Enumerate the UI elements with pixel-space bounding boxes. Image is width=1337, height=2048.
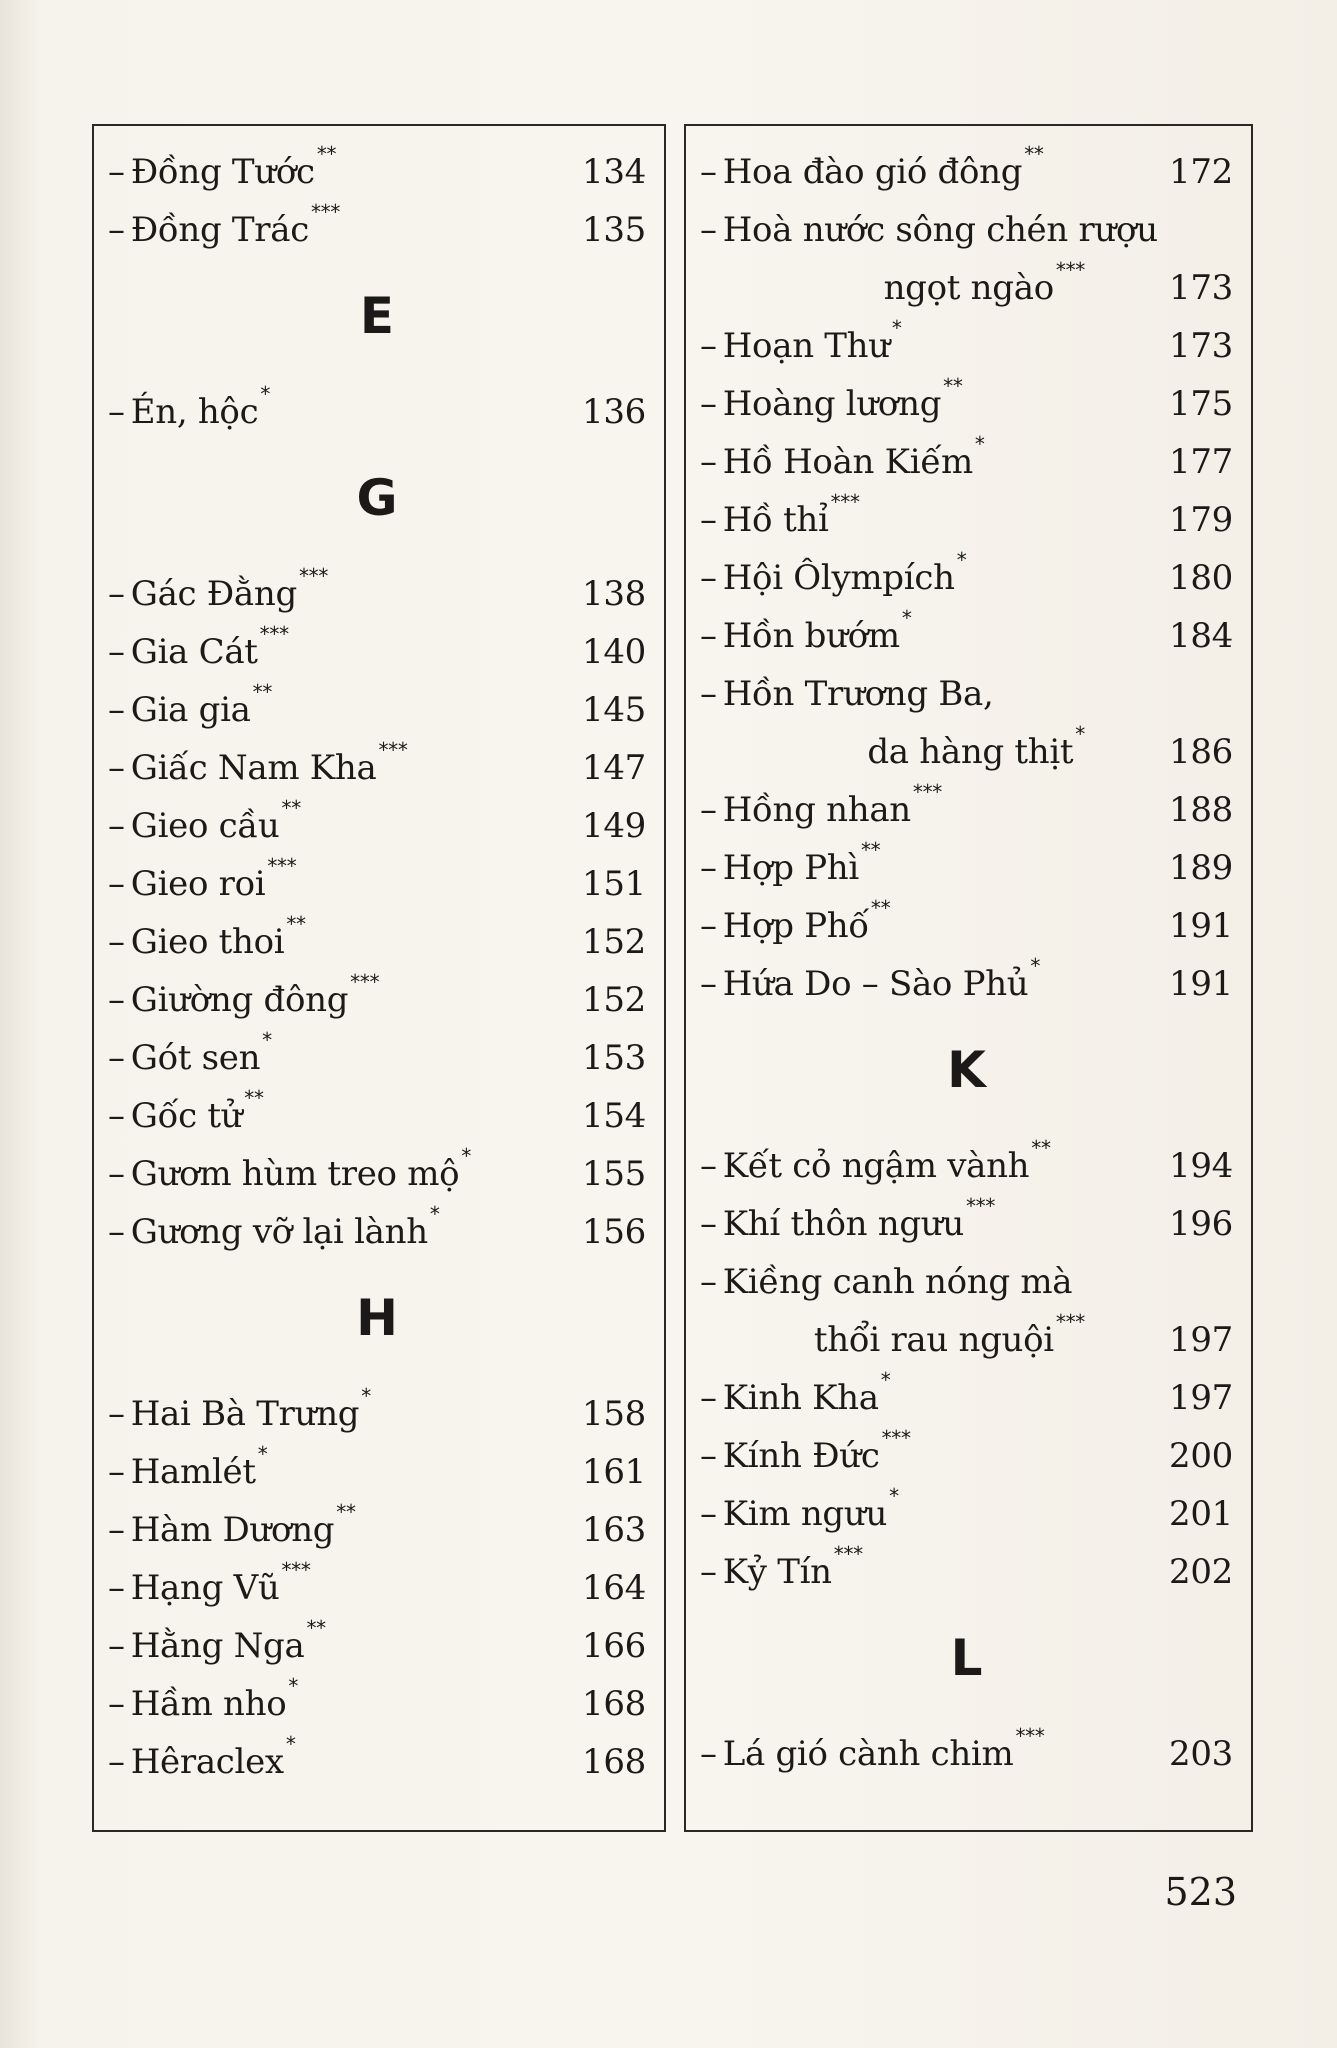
entry-stars: * bbox=[260, 382, 271, 406]
entry-dash: – bbox=[700, 1146, 717, 1186]
entry-page-number: 161 bbox=[582, 1452, 646, 1492]
index-entry bbox=[108, 1724, 646, 1782]
entry-stars: ** bbox=[306, 1616, 326, 1640]
entry-dash: – bbox=[108, 1510, 125, 1550]
entry-stars: ** bbox=[943, 374, 963, 398]
entry-term: Hồ Hoàn Kiếm bbox=[722, 442, 973, 482]
index-entry bbox=[700, 1476, 1233, 1534]
entry-stars: ** bbox=[286, 912, 306, 936]
entry-term: Hoà nước sông chén rượu bbox=[722, 210, 1158, 250]
section-letter: L bbox=[950, 1629, 983, 1687]
entry-term: Hoa đào gió đông bbox=[722, 152, 1023, 192]
entry-term: Giường đông bbox=[130, 980, 349, 1020]
entry-dash: – bbox=[108, 1394, 125, 1434]
entry-dash: – bbox=[700, 1262, 717, 1302]
entry-page-number: 134 bbox=[582, 152, 646, 192]
entry-dash: – bbox=[108, 1154, 125, 1194]
index-column-right bbox=[684, 124, 1253, 1832]
entry-term-group bbox=[700, 432, 985, 482]
entry-term: Giấc Nam Kha bbox=[130, 748, 377, 788]
entry-stars: * bbox=[361, 1384, 371, 1408]
entry-page-number: 136 bbox=[582, 392, 646, 432]
entry-stars: ** bbox=[281, 796, 301, 820]
entry-term-group bbox=[700, 1426, 911, 1476]
entry-term: Hồ thỉ bbox=[722, 500, 829, 540]
entry-dash: – bbox=[108, 392, 125, 432]
entry-page-number: 152 bbox=[582, 922, 646, 962]
entry-stars: ** bbox=[1031, 1136, 1051, 1160]
entry-term-group bbox=[108, 622, 289, 672]
entry-page-number: 184 bbox=[1169, 616, 1233, 656]
entry-dash: – bbox=[700, 500, 717, 540]
entry-dash: – bbox=[108, 210, 125, 250]
entry-page-number: 135 bbox=[582, 210, 646, 250]
entry-term: Khí thôn ngưu bbox=[722, 1204, 964, 1244]
entry-term-group bbox=[700, 210, 1158, 250]
entry-term-group bbox=[700, 1368, 890, 1418]
entry-dash: – bbox=[700, 210, 717, 250]
index-entry bbox=[108, 1608, 646, 1666]
entry-page-number: 154 bbox=[582, 1096, 646, 1136]
entry-dash: – bbox=[700, 1436, 717, 1476]
entry-term: da hàng thịt bbox=[867, 732, 1074, 772]
entry-stars: *** bbox=[881, 1426, 911, 1450]
entry-dash: – bbox=[108, 1212, 125, 1252]
entry-page-number: 158 bbox=[582, 1394, 646, 1434]
entry-term-group bbox=[108, 796, 301, 846]
index-column-left bbox=[92, 124, 666, 1832]
entry-dash: – bbox=[108, 1096, 125, 1136]
entry-term: Én, hộc bbox=[130, 392, 259, 432]
entry-dash: – bbox=[108, 1568, 125, 1608]
index-entry bbox=[108, 1492, 646, 1550]
index-entry bbox=[108, 614, 646, 672]
entry-page-number: 188 bbox=[1169, 790, 1233, 830]
entry-page-number: 175 bbox=[1169, 384, 1233, 424]
entry-term: Lá gió cành chim bbox=[722, 1734, 1014, 1774]
entry-dash: – bbox=[108, 632, 125, 672]
entry-stars: ** bbox=[860, 838, 881, 862]
entry-term: Hồng nhan bbox=[722, 790, 911, 830]
entry-stars: * bbox=[285, 1732, 296, 1756]
entry-page-number: 189 bbox=[1169, 848, 1233, 888]
entry-page-number: 168 bbox=[582, 1684, 646, 1724]
entry-dash: – bbox=[700, 326, 717, 366]
entry-term: Gót sen bbox=[130, 1038, 261, 1078]
entry-page-number: 177 bbox=[1169, 442, 1233, 482]
entry-stars: * bbox=[974, 432, 985, 456]
entry-page-number: 173 bbox=[1169, 268, 1233, 308]
index-entry bbox=[700, 482, 1233, 540]
entry-term: Hoạn Thư bbox=[722, 326, 890, 366]
entry-stars: * bbox=[880, 1368, 891, 1392]
index-entry bbox=[108, 1434, 646, 1492]
entry-term-group bbox=[108, 1500, 356, 1550]
entry-page-number: 153 bbox=[582, 1038, 646, 1078]
entry-term-group bbox=[108, 564, 328, 614]
entry-term-group bbox=[108, 970, 379, 1020]
index-entry bbox=[108, 374, 646, 432]
entry-term: Kết cỏ ngậm vành bbox=[722, 1146, 1030, 1186]
index-entry bbox=[700, 888, 1233, 946]
entry-page-number: 138 bbox=[582, 574, 646, 614]
entry-term-group bbox=[700, 1484, 899, 1534]
index-entry bbox=[108, 672, 646, 730]
entry-page-number: 168 bbox=[582, 1742, 646, 1782]
entry-page-number: 166 bbox=[582, 1626, 646, 1666]
entry-page-number: 197 bbox=[1169, 1320, 1233, 1360]
entry-page-number: 186 bbox=[1169, 732, 1233, 772]
entry-term: Gia gia bbox=[130, 690, 251, 730]
entry-stars: *** bbox=[1015, 1724, 1045, 1748]
index-entry bbox=[108, 962, 646, 1020]
entry-term-group bbox=[700, 142, 1044, 192]
index-entry bbox=[108, 1136, 646, 1194]
entry-page-number: 180 bbox=[1169, 558, 1233, 598]
index-entry bbox=[700, 656, 1233, 714]
entry-stars: *** bbox=[259, 622, 289, 646]
index-entry bbox=[700, 424, 1233, 482]
entry-term-group bbox=[108, 680, 272, 730]
entry-page-number: 151 bbox=[582, 864, 646, 904]
entry-term-group bbox=[700, 954, 1040, 1004]
entry-term: Gương vỡ lại lành bbox=[130, 1212, 428, 1252]
entry-stars: *** bbox=[965, 1194, 996, 1218]
entry-page-number: 201 bbox=[1169, 1494, 1233, 1534]
index-entry bbox=[700, 598, 1233, 656]
entry-term-group bbox=[700, 490, 860, 540]
entry-stars: *** bbox=[281, 1558, 311, 1582]
entry-page-number: 147 bbox=[582, 748, 646, 788]
entry-term-group bbox=[700, 1724, 1045, 1774]
entry-page-number: 156 bbox=[582, 1212, 646, 1252]
entry-dash: – bbox=[108, 1626, 125, 1666]
entry-dash: – bbox=[108, 1038, 125, 1078]
entry-term: Gia Cát bbox=[130, 632, 258, 672]
entry-page-number: 179 bbox=[1169, 500, 1233, 540]
entry-page-number: 191 bbox=[1169, 906, 1233, 946]
entry-stars: *** bbox=[833, 1542, 863, 1566]
entry-dash: – bbox=[108, 864, 125, 904]
entry-dash: – bbox=[700, 1378, 717, 1418]
entry-term-group bbox=[108, 738, 408, 788]
index-entry bbox=[108, 1376, 646, 1434]
entry-term-group bbox=[108, 1028, 272, 1078]
entry-term-group bbox=[700, 1262, 1072, 1302]
entry-term: Gieo thoi bbox=[130, 922, 285, 962]
index-entry bbox=[700, 1534, 1233, 1592]
entry-term: Đồng Tước bbox=[130, 152, 315, 192]
entry-dash: – bbox=[108, 1684, 125, 1724]
entry-dash: – bbox=[700, 1494, 717, 1534]
entry-dash: – bbox=[108, 922, 125, 962]
entry-page-number: 152 bbox=[582, 980, 646, 1020]
index-entry bbox=[108, 730, 646, 788]
index-entry bbox=[108, 904, 646, 962]
section-letter: H bbox=[356, 1289, 398, 1347]
entry-term: ngọt ngào bbox=[883, 268, 1054, 308]
index-list-right bbox=[700, 134, 1233, 1774]
entry-stars: ** bbox=[244, 1086, 264, 1110]
entry-term-group bbox=[700, 896, 890, 946]
entry-term: Hêraclex bbox=[130, 1742, 284, 1782]
entry-term: Gieo cầu bbox=[130, 806, 280, 846]
index-entry bbox=[700, 1128, 1233, 1186]
entry-dash: – bbox=[108, 748, 125, 788]
entry-stars: *** bbox=[310, 200, 341, 224]
entry-term-group bbox=[884, 258, 1085, 308]
entry-term-group bbox=[108, 142, 336, 192]
entry-page-number: 164 bbox=[582, 1568, 646, 1608]
index-entry bbox=[700, 830, 1233, 888]
entry-page-number: 197 bbox=[1169, 1378, 1233, 1418]
entry-dash: – bbox=[700, 674, 717, 714]
section-letter: K bbox=[947, 1041, 986, 1099]
entry-stars: * bbox=[891, 316, 902, 340]
entry-term: Đồng Trác bbox=[130, 210, 309, 250]
entry-stars: * bbox=[956, 548, 967, 572]
entry-stars: ** bbox=[336, 1500, 356, 1524]
index-entry bbox=[700, 1360, 1233, 1418]
entry-term: Kính Đức bbox=[722, 1436, 880, 1476]
entry-term: Kinh Kha bbox=[722, 1378, 879, 1418]
index-entry bbox=[700, 1716, 1233, 1774]
entry-term-group bbox=[108, 1616, 326, 1666]
entry-page-number: 140 bbox=[582, 632, 646, 672]
entry-page-number: 200 bbox=[1169, 1436, 1233, 1476]
entry-stars: *** bbox=[350, 970, 380, 994]
entry-dash: – bbox=[700, 152, 717, 192]
entry-dash: – bbox=[700, 442, 717, 482]
entry-dash: – bbox=[700, 558, 717, 598]
index-entry-continuation bbox=[700, 714, 1233, 772]
entry-term: Gươm hùm treo mộ bbox=[130, 1154, 460, 1194]
entry-term: Hợp Phố bbox=[722, 906, 869, 946]
entry-term: Hàm Dương bbox=[130, 1510, 335, 1550]
entry-term-group bbox=[108, 1384, 371, 1434]
entry-term-group bbox=[108, 912, 306, 962]
entry-term-group bbox=[700, 1542, 863, 1592]
entry-stars: * bbox=[262, 1028, 272, 1052]
entry-dash: – bbox=[700, 1734, 717, 1774]
index-entry bbox=[700, 308, 1233, 366]
entry-term: Hai Bà Trưng bbox=[130, 1394, 360, 1434]
entry-term: Hạng Vũ bbox=[130, 1568, 280, 1608]
entry-term: Hội Ôlympích bbox=[722, 558, 955, 598]
entry-stars: * bbox=[461, 1144, 472, 1168]
index-entry bbox=[700, 772, 1233, 830]
entry-stars: * bbox=[1075, 722, 1085, 746]
entry-term: Hamlét bbox=[130, 1452, 256, 1492]
entry-page-number: 173 bbox=[1169, 326, 1233, 366]
entry-term-group bbox=[108, 854, 296, 904]
index-entry bbox=[108, 1020, 646, 1078]
entry-stars: ** bbox=[252, 680, 273, 704]
index-entry bbox=[700, 540, 1233, 598]
entry-term-group bbox=[700, 316, 902, 366]
entry-term-group bbox=[108, 200, 340, 250]
entry-stars: *** bbox=[378, 738, 408, 762]
entry-page-number: 149 bbox=[582, 806, 646, 846]
entry-stars: * bbox=[429, 1202, 440, 1226]
entry-dash: – bbox=[108, 574, 125, 614]
entry-term-group bbox=[814, 1310, 1085, 1360]
entry-dash: – bbox=[108, 980, 125, 1020]
entry-term-group bbox=[700, 780, 942, 830]
entry-term: Kim ngưu bbox=[722, 1494, 888, 1534]
entry-page-number: 194 bbox=[1169, 1146, 1233, 1186]
entry-stars: * bbox=[1030, 954, 1041, 978]
index-entry bbox=[700, 1186, 1233, 1244]
entry-term-group bbox=[700, 1194, 995, 1244]
entry-dash: – bbox=[700, 964, 717, 1004]
index-entry bbox=[108, 192, 646, 250]
index-entry bbox=[700, 1244, 1233, 1302]
entry-dash: – bbox=[700, 616, 717, 656]
entry-dash: – bbox=[700, 384, 717, 424]
page-number: 523 bbox=[1164, 1870, 1237, 1914]
entry-stars: ** bbox=[316, 142, 337, 166]
section-letter: G bbox=[356, 469, 398, 527]
index-entry bbox=[700, 366, 1233, 424]
entry-term: Gác Đằng bbox=[130, 574, 297, 614]
entry-stars: ** bbox=[1024, 142, 1044, 166]
entry-term: Gốc tử bbox=[130, 1096, 243, 1136]
entry-page-number: 191 bbox=[1169, 964, 1233, 1004]
entry-stars: * bbox=[889, 1484, 899, 1508]
entry-page-number: 196 bbox=[1169, 1204, 1233, 1244]
entry-page-number: 155 bbox=[582, 1154, 646, 1194]
entry-stars: ** bbox=[870, 896, 891, 920]
entry-term-group bbox=[108, 1442, 267, 1492]
entry-term-group bbox=[700, 374, 963, 424]
entry-page-number: 202 bbox=[1169, 1552, 1233, 1592]
entry-term-group bbox=[867, 722, 1085, 772]
entry-dash: – bbox=[700, 906, 717, 946]
index-entry bbox=[108, 1078, 646, 1136]
entry-page-number: 203 bbox=[1169, 1734, 1233, 1774]
index-entry-continuation bbox=[700, 1302, 1233, 1360]
entry-term: Hồn Trương Ba, bbox=[722, 674, 994, 714]
entry-term-group bbox=[108, 1558, 311, 1608]
entry-term-group bbox=[700, 606, 912, 656]
index-list-left bbox=[108, 134, 646, 1782]
entry-term: Gieo roi bbox=[130, 864, 266, 904]
entry-term: thổi rau nguội bbox=[813, 1320, 1054, 1360]
index-entry bbox=[108, 556, 646, 614]
entry-term: Hoàng lương bbox=[722, 384, 942, 424]
entry-stars: *** bbox=[298, 564, 329, 588]
entry-stars: * bbox=[257, 1442, 268, 1466]
entry-stars: *** bbox=[1055, 258, 1085, 282]
entry-page-number: 172 bbox=[1169, 152, 1233, 192]
index-entry bbox=[108, 846, 646, 904]
entry-dash: – bbox=[700, 1552, 717, 1592]
index-entry bbox=[700, 134, 1233, 192]
entry-term-group bbox=[108, 1144, 471, 1194]
entry-term-group bbox=[700, 838, 880, 888]
entry-dash: – bbox=[108, 1742, 125, 1782]
entry-stars: *** bbox=[830, 490, 860, 514]
entry-page-number: 145 bbox=[582, 690, 646, 730]
entry-term: Hứa Do – Sào Phủ bbox=[722, 964, 1029, 1004]
entry-page-number: 163 bbox=[582, 1510, 646, 1550]
section-letter: E bbox=[359, 287, 395, 345]
entry-term: Hằng Nga bbox=[130, 1626, 305, 1666]
index-entry bbox=[700, 192, 1233, 250]
entry-term-group bbox=[108, 1086, 264, 1136]
entry-term-group bbox=[108, 1674, 298, 1724]
entry-dash: – bbox=[700, 790, 717, 830]
entry-dash: – bbox=[108, 1452, 125, 1492]
entry-term: Kỷ Tín bbox=[722, 1552, 832, 1592]
entry-stars: * bbox=[288, 1674, 299, 1698]
index-entry bbox=[108, 1666, 646, 1724]
index-entry-continuation bbox=[700, 250, 1233, 308]
entry-term: Kiềng canh nóng mà bbox=[722, 1262, 1073, 1302]
entry-dash: – bbox=[108, 806, 125, 846]
entry-stars: *** bbox=[912, 780, 942, 804]
entry-term-group bbox=[700, 548, 966, 598]
index-entry bbox=[108, 788, 646, 846]
index-entry bbox=[700, 1418, 1233, 1476]
index-entry bbox=[108, 1550, 646, 1608]
entry-term: Hồn bướm bbox=[722, 616, 900, 656]
entry-term: Hầm nho bbox=[130, 1684, 287, 1724]
entry-term-group bbox=[700, 1136, 1051, 1186]
entry-term-group bbox=[700, 674, 994, 714]
entry-term-group bbox=[108, 382, 270, 432]
entry-term-group bbox=[108, 1732, 296, 1782]
entry-dash: – bbox=[108, 690, 125, 730]
entry-stars: * bbox=[901, 606, 912, 630]
entry-stars: *** bbox=[267, 854, 297, 878]
entry-term: Hợp Phì bbox=[722, 848, 859, 888]
entry-dash: – bbox=[700, 1204, 717, 1244]
entry-dash: – bbox=[700, 848, 717, 888]
entry-dash: – bbox=[108, 152, 125, 192]
entry-stars: *** bbox=[1055, 1310, 1085, 1334]
index-entry bbox=[108, 134, 646, 192]
entry-term-group bbox=[108, 1202, 440, 1252]
index-entry bbox=[108, 1194, 646, 1252]
index-entry bbox=[700, 946, 1233, 1004]
